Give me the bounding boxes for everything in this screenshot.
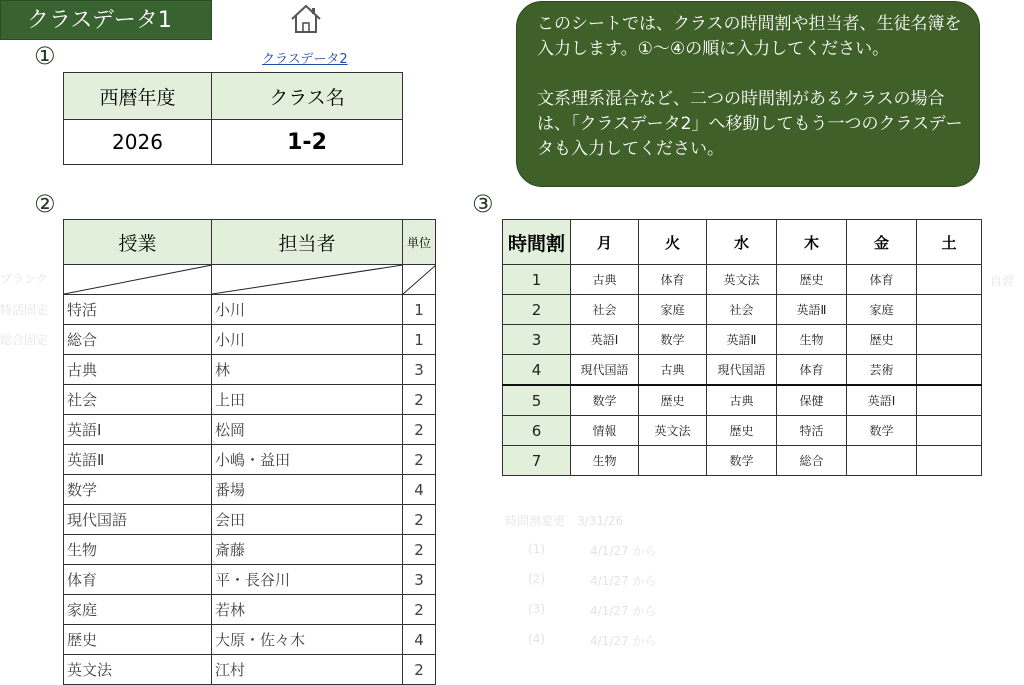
timetable-cell-thu[interactable]: 英語Ⅱ <box>777 295 847 325</box>
timetable-cell-fri[interactable]: 家庭 <box>847 295 917 325</box>
credits-cell[interactable]: 3 <box>403 355 436 385</box>
faint-schedule-date: 4/1/27 から <box>590 544 657 558</box>
faint-schedule-index: (2) <box>528 572 545 586</box>
timetable-cell-tue[interactable]: 歴史 <box>639 385 707 416</box>
day-header-fri: 金 <box>847 220 917 265</box>
period-number: 2 <box>503 295 571 325</box>
credits-cell[interactable]: 3 <box>403 565 436 595</box>
blank-row <box>64 265 436 295</box>
subject-row <box>64 295 436 325</box>
faint-schedule-date: 4/1/27 から <box>590 634 657 648</box>
timetable-cell-fri[interactable]: 歴史 <box>847 325 917 355</box>
timetable <box>502 219 982 476</box>
faint-schedule-index: (4) <box>528 632 545 646</box>
timetable-row <box>503 325 982 355</box>
day-header-sat: 土 <box>917 220 982 265</box>
subject-row <box>64 415 436 445</box>
subject-cell[interactable]: 英文法 <box>64 655 212 685</box>
period-number: 6 <box>503 416 571 446</box>
timetable-cell-sat[interactable] <box>917 416 982 446</box>
timetable-cell-tue[interactable]: 数学 <box>639 325 707 355</box>
class-name-header: クラス名 <box>212 73 403 120</box>
timetable-cell-mon[interactable]: 生物 <box>571 446 639 476</box>
sheet-title: クラスデータ1 <box>0 0 212 40</box>
faint-label-sogo: 総合固定 <box>0 333 49 347</box>
faint-schedule-header: 時間割変更 3/31/26 <box>505 514 624 528</box>
faint-label-tokkatsu: 特活固定 <box>0 303 49 317</box>
day-header-tue: 火 <box>639 220 707 265</box>
faint-schedule-date: 4/1/27 から <box>590 574 657 588</box>
subject-cell[interactable]: 体育 <box>64 565 212 595</box>
timetable-row <box>503 385 982 416</box>
timetable-cell-thu[interactable]: 保健 <box>777 385 847 416</box>
credits-cell[interactable]: 2 <box>403 655 436 685</box>
subject-cell[interactable]: 特活 <box>64 295 212 325</box>
credits-cell[interactable]: 2 <box>403 445 436 475</box>
credits-cell[interactable]: 2 <box>403 505 436 535</box>
timetable-cell-thu[interactable]: 体育 <box>777 355 847 386</box>
timetable-row <box>503 416 982 446</box>
teacher-cell[interactable]: 会田 <box>212 505 403 535</box>
subject-row <box>64 595 436 625</box>
subject-cell[interactable]: 歴史 <box>64 625 212 655</box>
teacher-header: 担当者 <box>212 220 403 265</box>
timetable-row <box>503 295 982 325</box>
timetable-cell-mon[interactable]: 古典 <box>571 265 639 295</box>
blank-cell <box>212 265 403 295</box>
faint-schedule-date: 4/1/27 から <box>590 604 657 618</box>
timetable-cell-fri[interactable]: 体育 <box>847 265 917 295</box>
credits-cell[interactable]: 4 <box>403 625 436 655</box>
day-header-wed: 水 <box>707 220 777 265</box>
class-data-2-link[interactable]: クラスデータ2 <box>262 52 348 67</box>
teacher-cell[interactable]: 大原・佐々木 <box>212 625 403 655</box>
timetable-cell-sat[interactable] <box>917 385 982 416</box>
teacher-cell[interactable]: 若林 <box>212 595 403 625</box>
subject-cell[interactable]: 家庭 <box>64 595 212 625</box>
faint-schedule-index: (3) <box>528 602 545 616</box>
teacher-cell[interactable]: 小川 <box>212 295 403 325</box>
credits-cell[interactable]: 2 <box>403 385 436 415</box>
credits-cell[interactable]: 1 <box>403 295 436 325</box>
teacher-cell[interactable]: 平・長谷川 <box>212 565 403 595</box>
timetable-cell-tue[interactable]: 家庭 <box>639 295 707 325</box>
step-1-marker: ① <box>34 42 56 70</box>
timetable-cell-mon[interactable]: 英語Ⅰ <box>571 325 639 355</box>
timetable-cell-mon[interactable]: 情報 <box>571 416 639 446</box>
faint-label-jishu: 自習 <box>990 274 1015 288</box>
subject-row <box>64 325 436 355</box>
subject-row <box>64 355 436 385</box>
teacher-cell[interactable]: 斎藤 <box>212 535 403 565</box>
credits-cell[interactable]: 2 <box>403 595 436 625</box>
timetable-cell-wed[interactable]: 歴史 <box>707 416 777 446</box>
year-header: 西暦年度 <box>64 73 212 120</box>
timetable-cell-tue[interactable] <box>639 446 707 476</box>
subject-row <box>64 655 436 685</box>
subject-cell[interactable]: 数学 <box>64 475 212 505</box>
subject-row <box>64 475 436 505</box>
timetable-cell-sat[interactable] <box>917 446 982 476</box>
class-name-cell[interactable]: 1-2 <box>212 120 403 165</box>
subject-cell[interactable]: 社会 <box>64 385 212 415</box>
credits-cell[interactable]: 2 <box>403 415 436 445</box>
timetable-cell-wed[interactable]: 社会 <box>707 295 777 325</box>
period-number: 1 <box>503 265 571 295</box>
timetable-cell-wed[interactable]: 英語Ⅱ <box>707 325 777 355</box>
subject-cell[interactable]: 生物 <box>64 535 212 565</box>
year-cell[interactable]: 2026 <box>64 120 212 165</box>
timetable-cell-fri[interactable]: 英語Ⅰ <box>847 385 917 416</box>
credits-cell[interactable]: 1 <box>403 325 436 355</box>
day-header-mon: 月 <box>571 220 639 265</box>
blank-cell <box>64 265 212 295</box>
timetable-cell-sat[interactable] <box>917 325 982 355</box>
timetable-cell-thu[interactable]: 総合 <box>777 446 847 476</box>
subject-row <box>64 535 436 565</box>
timetable-cell-tue[interactable]: 体育 <box>639 265 707 295</box>
day-header-thu: 木 <box>777 220 847 265</box>
subject-cell[interactable]: 総合 <box>64 325 212 355</box>
teacher-cell[interactable]: 小川 <box>212 325 403 355</box>
credits-header: 単位 <box>403 220 436 265</box>
teacher-cell[interactable]: 小嶋・益田 <box>212 445 403 475</box>
subject-cell[interactable]: 英語Ⅱ <box>64 445 212 475</box>
subject-cell[interactable]: 英語Ⅰ <box>64 415 212 445</box>
subject-header: 授業 <box>64 220 212 265</box>
teacher-cell[interactable]: 番場 <box>212 475 403 505</box>
timetable-row <box>503 355 982 386</box>
subject-row <box>64 625 436 655</box>
instruction-text-2: 文系理系混合など、二つの時間割があるクラスの場合は、「クラスデータ2」へ移動してもう一つのクラスデータも入力してください。 <box>537 89 963 159</box>
subject-cell[interactable]: 古典 <box>64 355 212 385</box>
period-number: 7 <box>503 446 571 476</box>
timetable-cell-mon[interactable]: 社会 <box>571 295 639 325</box>
credits-cell[interactable]: 2 <box>403 535 436 565</box>
timetable-cell-wed[interactable]: 古典 <box>707 385 777 416</box>
faint-schedule-index: (1) <box>528 542 545 556</box>
teacher-cell[interactable]: 林 <box>212 355 403 385</box>
timetable-cell-wed[interactable]: 英文法 <box>707 265 777 295</box>
subject-row <box>64 505 436 535</box>
timetable-corner-header: 時間割 <box>503 220 571 265</box>
timetable-cell-fri[interactable]: 数学 <box>847 416 917 446</box>
timetable-cell-mon[interactable]: 数学 <box>571 385 639 416</box>
instruction-callout <box>516 1 980 187</box>
timetable-cell-tue[interactable]: 古典 <box>639 355 707 386</box>
timetable-cell-thu[interactable]: 特活 <box>777 416 847 446</box>
instruction-text-1: このシートでは、クラスの時間割や担当者、生徒名簿を入力します。①～④の順に入力してください。 <box>537 14 962 59</box>
home-icon[interactable] <box>288 3 324 35</box>
timetable-cell-fri[interactable]: 芸術 <box>847 355 917 386</box>
timetable-row <box>503 265 982 295</box>
timetable-cell-sat[interactable] <box>917 265 982 295</box>
period-number: 5 <box>503 385 571 416</box>
timetable-cell-wed[interactable]: 現代国語 <box>707 355 777 386</box>
class-info-table <box>63 72 403 165</box>
timetable-cell-fri[interactable] <box>847 446 917 476</box>
timetable-cell-wed[interactable]: 数学 <box>707 446 777 476</box>
faint-label-blank: ブランク <box>0 272 48 286</box>
timetable-cell-thu[interactable]: 歴史 <box>777 265 847 295</box>
blank-cell <box>403 265 436 295</box>
subject-row <box>64 445 436 475</box>
subjects-table <box>63 219 436 685</box>
timetable-cell-thu[interactable]: 生物 <box>777 325 847 355</box>
timetable-row <box>503 446 982 476</box>
teacher-cell[interactable]: 江村 <box>212 655 403 685</box>
teacher-cell[interactable]: 上田 <box>212 385 403 415</box>
timetable-cell-sat[interactable] <box>917 295 982 325</box>
subject-cell[interactable]: 現代国語 <box>64 505 212 535</box>
timetable-cell-mon[interactable]: 現代国語 <box>571 355 639 386</box>
subject-row <box>64 565 436 595</box>
subject-row <box>64 385 436 415</box>
step-2-marker: ② <box>34 190 56 218</box>
credits-cell[interactable]: 4 <box>403 475 436 505</box>
period-number: 3 <box>503 325 571 355</box>
teacher-cell[interactable]: 松岡 <box>212 415 403 445</box>
timetable-cell-tue[interactable]: 英文法 <box>639 416 707 446</box>
step-3-marker: ③ <box>472 190 494 218</box>
timetable-cell-sat[interactable] <box>917 355 982 386</box>
period-number: 4 <box>503 355 571 386</box>
